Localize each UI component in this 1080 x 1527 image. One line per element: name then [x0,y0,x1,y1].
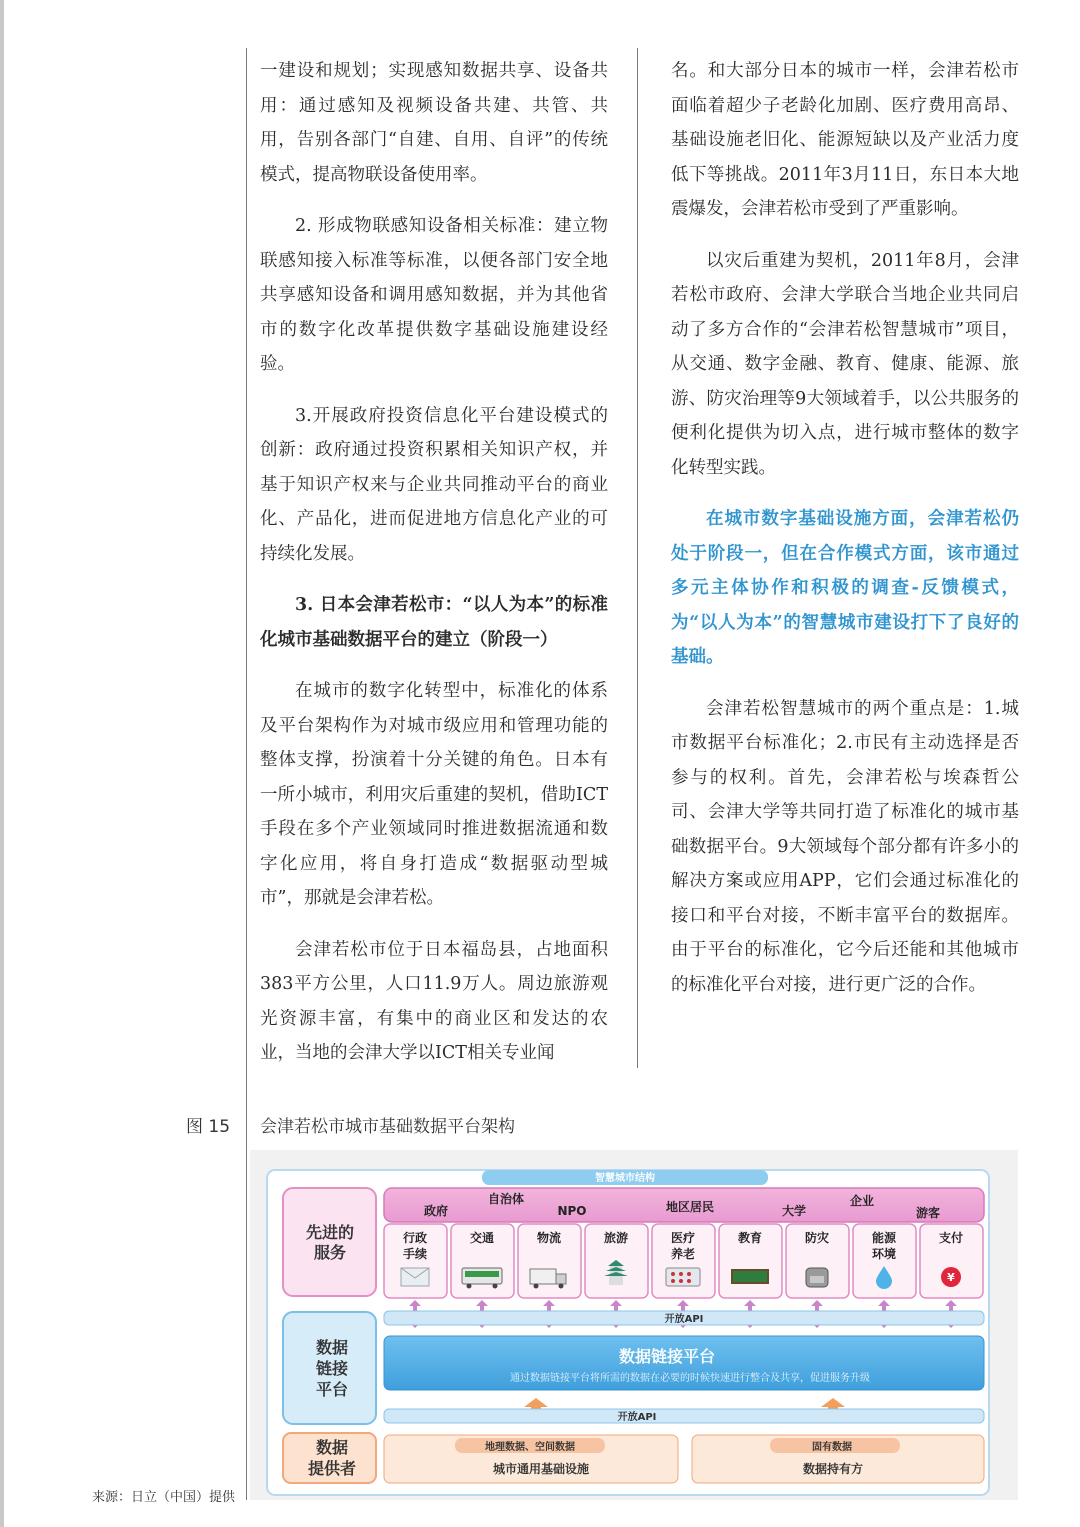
stakeholder-enterprise: 企业 [849,1194,875,1208]
service-tiles [384,1224,983,1298]
section-subheading: 3. 日本会津若松市：“以人为本”的标准化城市基础数据平台的建立（阶段一） [260,595,608,650]
page-left-edge [0,0,4,1527]
stakeholder-local-government: 自治体 [487,1192,525,1206]
diagram-title: 智慧城市结构 [595,1173,655,1184]
stakeholder-government: 政府 [423,1204,449,1218]
yen-coin-icon [941,1267,961,1287]
provider-infrastructure-label: 城市通用基础设施 [492,1462,590,1476]
provider-holder-data: 固有数据 [812,1442,852,1453]
provider-holder-label: 数据持有方 [802,1462,864,1476]
left-column [260,54,608,1088]
service-disaster-prevention-label: 防灾 [804,1231,830,1245]
stakeholder-university: 大学 [781,1204,807,1218]
service-energy-line-2: 环境 [871,1247,897,1261]
row-label-services-line-2: 服务 [313,1243,347,1262]
figure-diagram [250,1150,1018,1500]
provider-infrastructure-data: 地理数据、空间数据 [485,1442,575,1453]
left-paragraph-3: 3.开展政府投资信息化平台建设模式的创新：政府通过投资积累相关知识产权，并基于知识产权来与企业共同推动平台的商业化、产品化，进而促进地方信息化产业的可持续化发展。 [260,405,608,564]
left-paragraph-5: 会津若松市位于日本福岛县，占地面积383平方公里，人口11.9万人。周边旅游观光资源丰富，有集中的商业区和发达的农业，当地的会津大学以ICT相关专业闻 [260,939,608,1063]
row-label-providers-line-2: 提供者 [307,1459,357,1478]
row-label-platform-line-2: 链接 [315,1359,349,1378]
left-paragraph-2: 2. 形成物联感知设备相关标准：建立物联感知接入标准等标准，以便各部门安全地共享感知设备和调用感知数据，并为其他省市的数字化改革提供数字基础设施建设经验。 [260,216,608,374]
open-api-bar-bottom [384,1409,984,1423]
service-healthcare-line-1: 医疗 [670,1231,696,1245]
figure-source: 来源：日立（中国）提供 [92,1490,236,1505]
service-logistics-label: 物流 [536,1231,562,1245]
medicine-icon [666,1268,700,1286]
data-link-platform-title: 数据链接平台 [618,1347,716,1366]
right-paragraph-1: 名。和大部分日本的城市一样，会津若松市面临着超少子老龄化加剧、医疗费用高昂、基础设施老旧化、能源短缺以及产业活力度低下等挑战。2011年3月11日，东日本大地震爆发，会津若松市受到了严重影响。 [671,61,1019,219]
backpack-icon [806,1268,828,1287]
blackboard-icon [732,1270,768,1283]
stakeholder-residents: 地区居民 [665,1200,715,1214]
stakeholder-npo: NPO [557,1204,587,1218]
left-paragraph-1: 一建设和规划；实现感知数据共享、设备共用：通过感知及视频设备共建、共管、共用，告别各部门“自建、自用、自评”的传统模式，提高物联设备使用率。 [260,61,608,185]
service-admin-line-1: 行政 [402,1231,428,1245]
architecture-diagram [250,1150,1018,1500]
service-tourism-label: 旅游 [603,1231,629,1245]
service-payment-label: 支付 [938,1231,964,1245]
service-energy-line-1: 能源 [871,1231,897,1245]
row-label-providers-line-1: 数据 [315,1438,349,1457]
data-link-platform-description: 通过数据链接平台将所需的数据在必要的时候快速进行整合及共享，促进服务升级 [510,1373,870,1384]
column-divider-middle [637,48,638,1068]
row-label-services-box [283,1188,376,1296]
stakeholder-tourists: 游客 [915,1206,941,1220]
svg-text:¥: ¥ [947,1271,955,1284]
service-healthcare-line-2: 养老 [670,1247,696,1261]
open-api-label-bottom: 开放API [617,1412,657,1423]
highlight-paragraph: 在城市数字基础设施方面，会津若松仍处于阶段一，但在合作模式方面，该市通过多元主体协作和积极的调查-反馈模式，为“以人为本”的智慧城市建设打下了良好的基础。 [671,509,1019,667]
column-divider-left [246,48,247,1500]
right-paragraph-4: 会津若松智慧城市的两个重点是：1.城市数据平台标准化；2.市民有主动选择是否参与的权利。首先，会津若松与埃森哲公司、会津大学等共同打造了标准化的城市基础数据平台。9大领域每个部分都有许多小的解决方案或应用APP，它们会通过标准化的接口和平台对接，不断丰富平台的数据库。由于平台的标准化，它今后还能和其他城市的标准化平台对接，进行更广泛的合作。 [671,698,1019,995]
row-label-services-line-1: 先进的 [305,1223,355,1242]
left-paragraph-4: 在城市的数字化转型中，标准化的体系及平台架构作为对城市级应用和管理功能的整体支撑，扮演着十分关键的角色。日本有一所小城市，利用灾后重建的契机，借助ICT手段在多个产业领域同时推进数据流通和数字化应用，将自身打造成“数据驱动型城市”，那就是会津若松。 [260,681,608,908]
figure-title: 会津若松市城市基础数据平台架构 [260,1117,515,1137]
service-admin-line-2: 手续 [402,1247,428,1261]
row-label-platform-line-3: 平台 [315,1380,349,1399]
service-transport-label: 交通 [469,1231,495,1245]
open-api-label-top: 开放API [664,1314,704,1325]
figure-number: 图 15 [186,1117,231,1137]
document-icon [401,1268,429,1286]
row-label-platform-line-1: 数据 [315,1338,349,1357]
right-paragraph-2: 以灾后重建为契机，2011年8月，会津若松市政府、会津大学联合当地企业共同启动了多方合作的“会津若松智慧城市”项目，从交通、数字金融、教育、健康、能源、旅游、防灾治理等9大领域着手，以公共服务的便利化提供为切入点，进行城市整体的数字化转型实践。 [671,250,1019,478]
service-education-label: 教育 [737,1231,763,1245]
right-column [671,54,1019,1019]
